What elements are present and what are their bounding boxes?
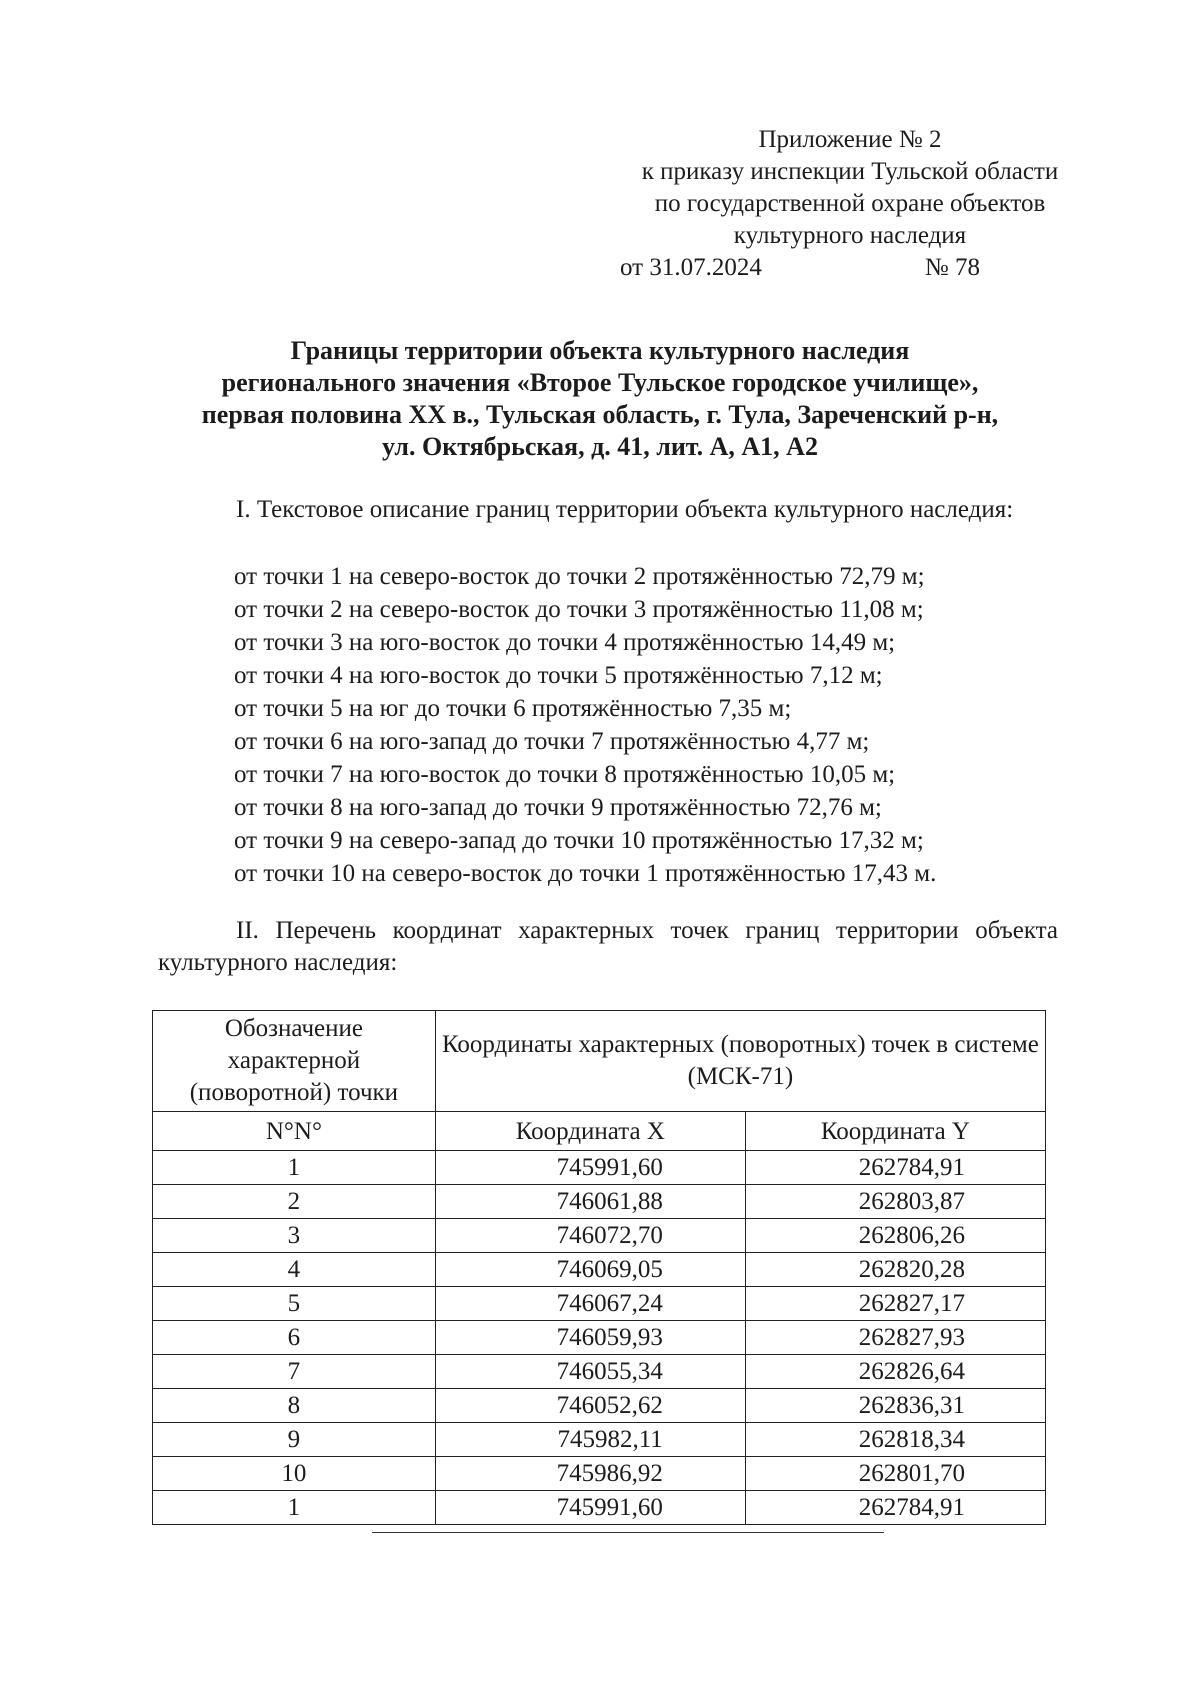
- coordinate-y: 262784,91: [745, 1491, 1045, 1525]
- subheader-y: Координата Y: [745, 1112, 1045, 1151]
- subheader-number: N°N°: [153, 1112, 436, 1151]
- table-row: [153, 1219, 1046, 1253]
- list-item: от точки 10 на северо-восток до точки 1 протяжённостью 17,43 м.: [234, 860, 937, 887]
- annex-number: Приложение № 2: [758, 126, 942, 153]
- document-title: [150, 335, 1050, 463]
- list-item: от точки 5 на юг до точки 6 протяжённостью 7,35 м;: [234, 695, 792, 722]
- coordinate-x: 746061,88: [435, 1185, 745, 1219]
- point-number: 9: [153, 1423, 436, 1457]
- list-item: от точки 4 на юго-восток до точки 5 протяжённостью 7,12 м;: [234, 662, 883, 689]
- coordinate-y: 262784,91: [745, 1151, 1045, 1185]
- table-row: [153, 1491, 1046, 1525]
- annex-heritage-line: культурного наследия: [733, 222, 967, 249]
- coordinate-y: 262826,64: [745, 1355, 1045, 1389]
- point-number: 1: [153, 1151, 436, 1185]
- coordinate-x: 745986,92: [435, 1457, 745, 1491]
- list-item: от точки 6 на юго-запад до точки 7 протяжённостью 4,77 м;: [234, 728, 870, 755]
- coordinate-y: 262836,31: [745, 1389, 1045, 1423]
- table-row: [153, 1321, 1046, 1355]
- closing-divider: [372, 1532, 884, 1533]
- point-number: 10: [153, 1457, 436, 1491]
- subheader-x: Координата X: [435, 1112, 745, 1151]
- point-number: 4: [153, 1253, 436, 1287]
- point-number: 2: [153, 1185, 436, 1219]
- title-line: ул. Октябрьская, д. 41, лит. А, А1, А2: [382, 432, 818, 461]
- annex-header: [600, 124, 1100, 284]
- table-row: [153, 1457, 1046, 1491]
- coordinate-y: 262803,87: [745, 1185, 1045, 1219]
- annex-date-line: [600, 252, 1100, 284]
- coordinate-x: 745991,60: [435, 1151, 745, 1185]
- coordinate-x: 746052,62: [435, 1389, 745, 1423]
- coordinate-y: 262827,93: [745, 1321, 1045, 1355]
- coordinate-x: 745991,60: [435, 1491, 745, 1525]
- title-line: первая половина XX в., Тульская область, г. Тула, Зареченский р-н,: [201, 400, 999, 429]
- table-row: [153, 1287, 1046, 1321]
- point-number: 3: [153, 1219, 436, 1253]
- coordinate-x: 746072,70: [435, 1219, 745, 1253]
- coordinate-x: 746067,24: [435, 1287, 745, 1321]
- table-row: [153, 1423, 1046, 1457]
- coordinate-y: 262801,70: [745, 1457, 1045, 1491]
- coordinate-y: 262827,17: [745, 1287, 1045, 1321]
- coordinates-table: [152, 1010, 1046, 1525]
- order-number: № 78: [924, 254, 980, 281]
- table-row: [153, 1389, 1046, 1423]
- order-date: от 31.07.2024: [620, 254, 762, 281]
- coordinate-y: 262818,34: [745, 1423, 1045, 1457]
- section-2-heading: II. Перечень координат характерных точек границ территории объекта культурного наследия:: [158, 917, 1058, 976]
- coordinate-x: 746069,05: [435, 1253, 745, 1287]
- title-line: Границы территории объекта культурного наследия: [290, 336, 910, 365]
- section-1-heading: I. Текстовое описание границ территории объекта культурного наследия:: [236, 496, 1014, 523]
- annex-order-reference: к приказу инспекции Тульской области: [641, 158, 1059, 185]
- coordinate-y: 262806,26: [745, 1219, 1045, 1253]
- list-item: от точки 1 на северо-восток до точки 2 протяжённостью 72,79 м;: [234, 563, 925, 590]
- table-row: [153, 1355, 1046, 1389]
- point-number: 8: [153, 1389, 436, 1423]
- table-row: [153, 1185, 1046, 1219]
- coordinate-x: 745982,11: [435, 1423, 745, 1457]
- list-item: от точки 9 на северо-запад до точки 10 протяжённостью 17,32 м;: [234, 827, 924, 854]
- title-line: регионального значения «Второе Тульское городское училище»,: [221, 368, 979, 397]
- annex-inspection-name: по государственной охране объектов: [654, 190, 1046, 217]
- point-number: 6: [153, 1321, 436, 1355]
- coordinate-x: 746059,93: [435, 1321, 745, 1355]
- table-row: [153, 1151, 1046, 1185]
- list-item: от точки 8 на юго-запад до точки 9 протяжённостью 72,76 м;: [234, 794, 882, 821]
- list-item: от точки 7 на юго-восток до точки 8 протяжённостью 10,05 м;: [234, 761, 896, 788]
- point-number: 5: [153, 1287, 436, 1321]
- point-number: 7: [153, 1355, 436, 1389]
- header-point-designation: Обозначение характерной (поворотной) точки: [153, 1011, 436, 1112]
- table-row: [153, 1253, 1046, 1287]
- boundary-description-list: [234, 560, 1094, 890]
- coordinate-y: 262820,28: [745, 1253, 1045, 1287]
- list-item: от точки 2 на северо-восток до точки 3 протяжённостью 11,08 м;: [234, 596, 924, 623]
- point-number: 1: [153, 1491, 436, 1525]
- list-item: от точки 3 на юго-восток до точки 4 протяжённостью 14,49 м;: [234, 629, 896, 656]
- header-coordinates: Координаты характерных (поворотных) точек в системе (МСК-71): [435, 1011, 1045, 1112]
- coordinate-x: 746055,34: [435, 1355, 745, 1389]
